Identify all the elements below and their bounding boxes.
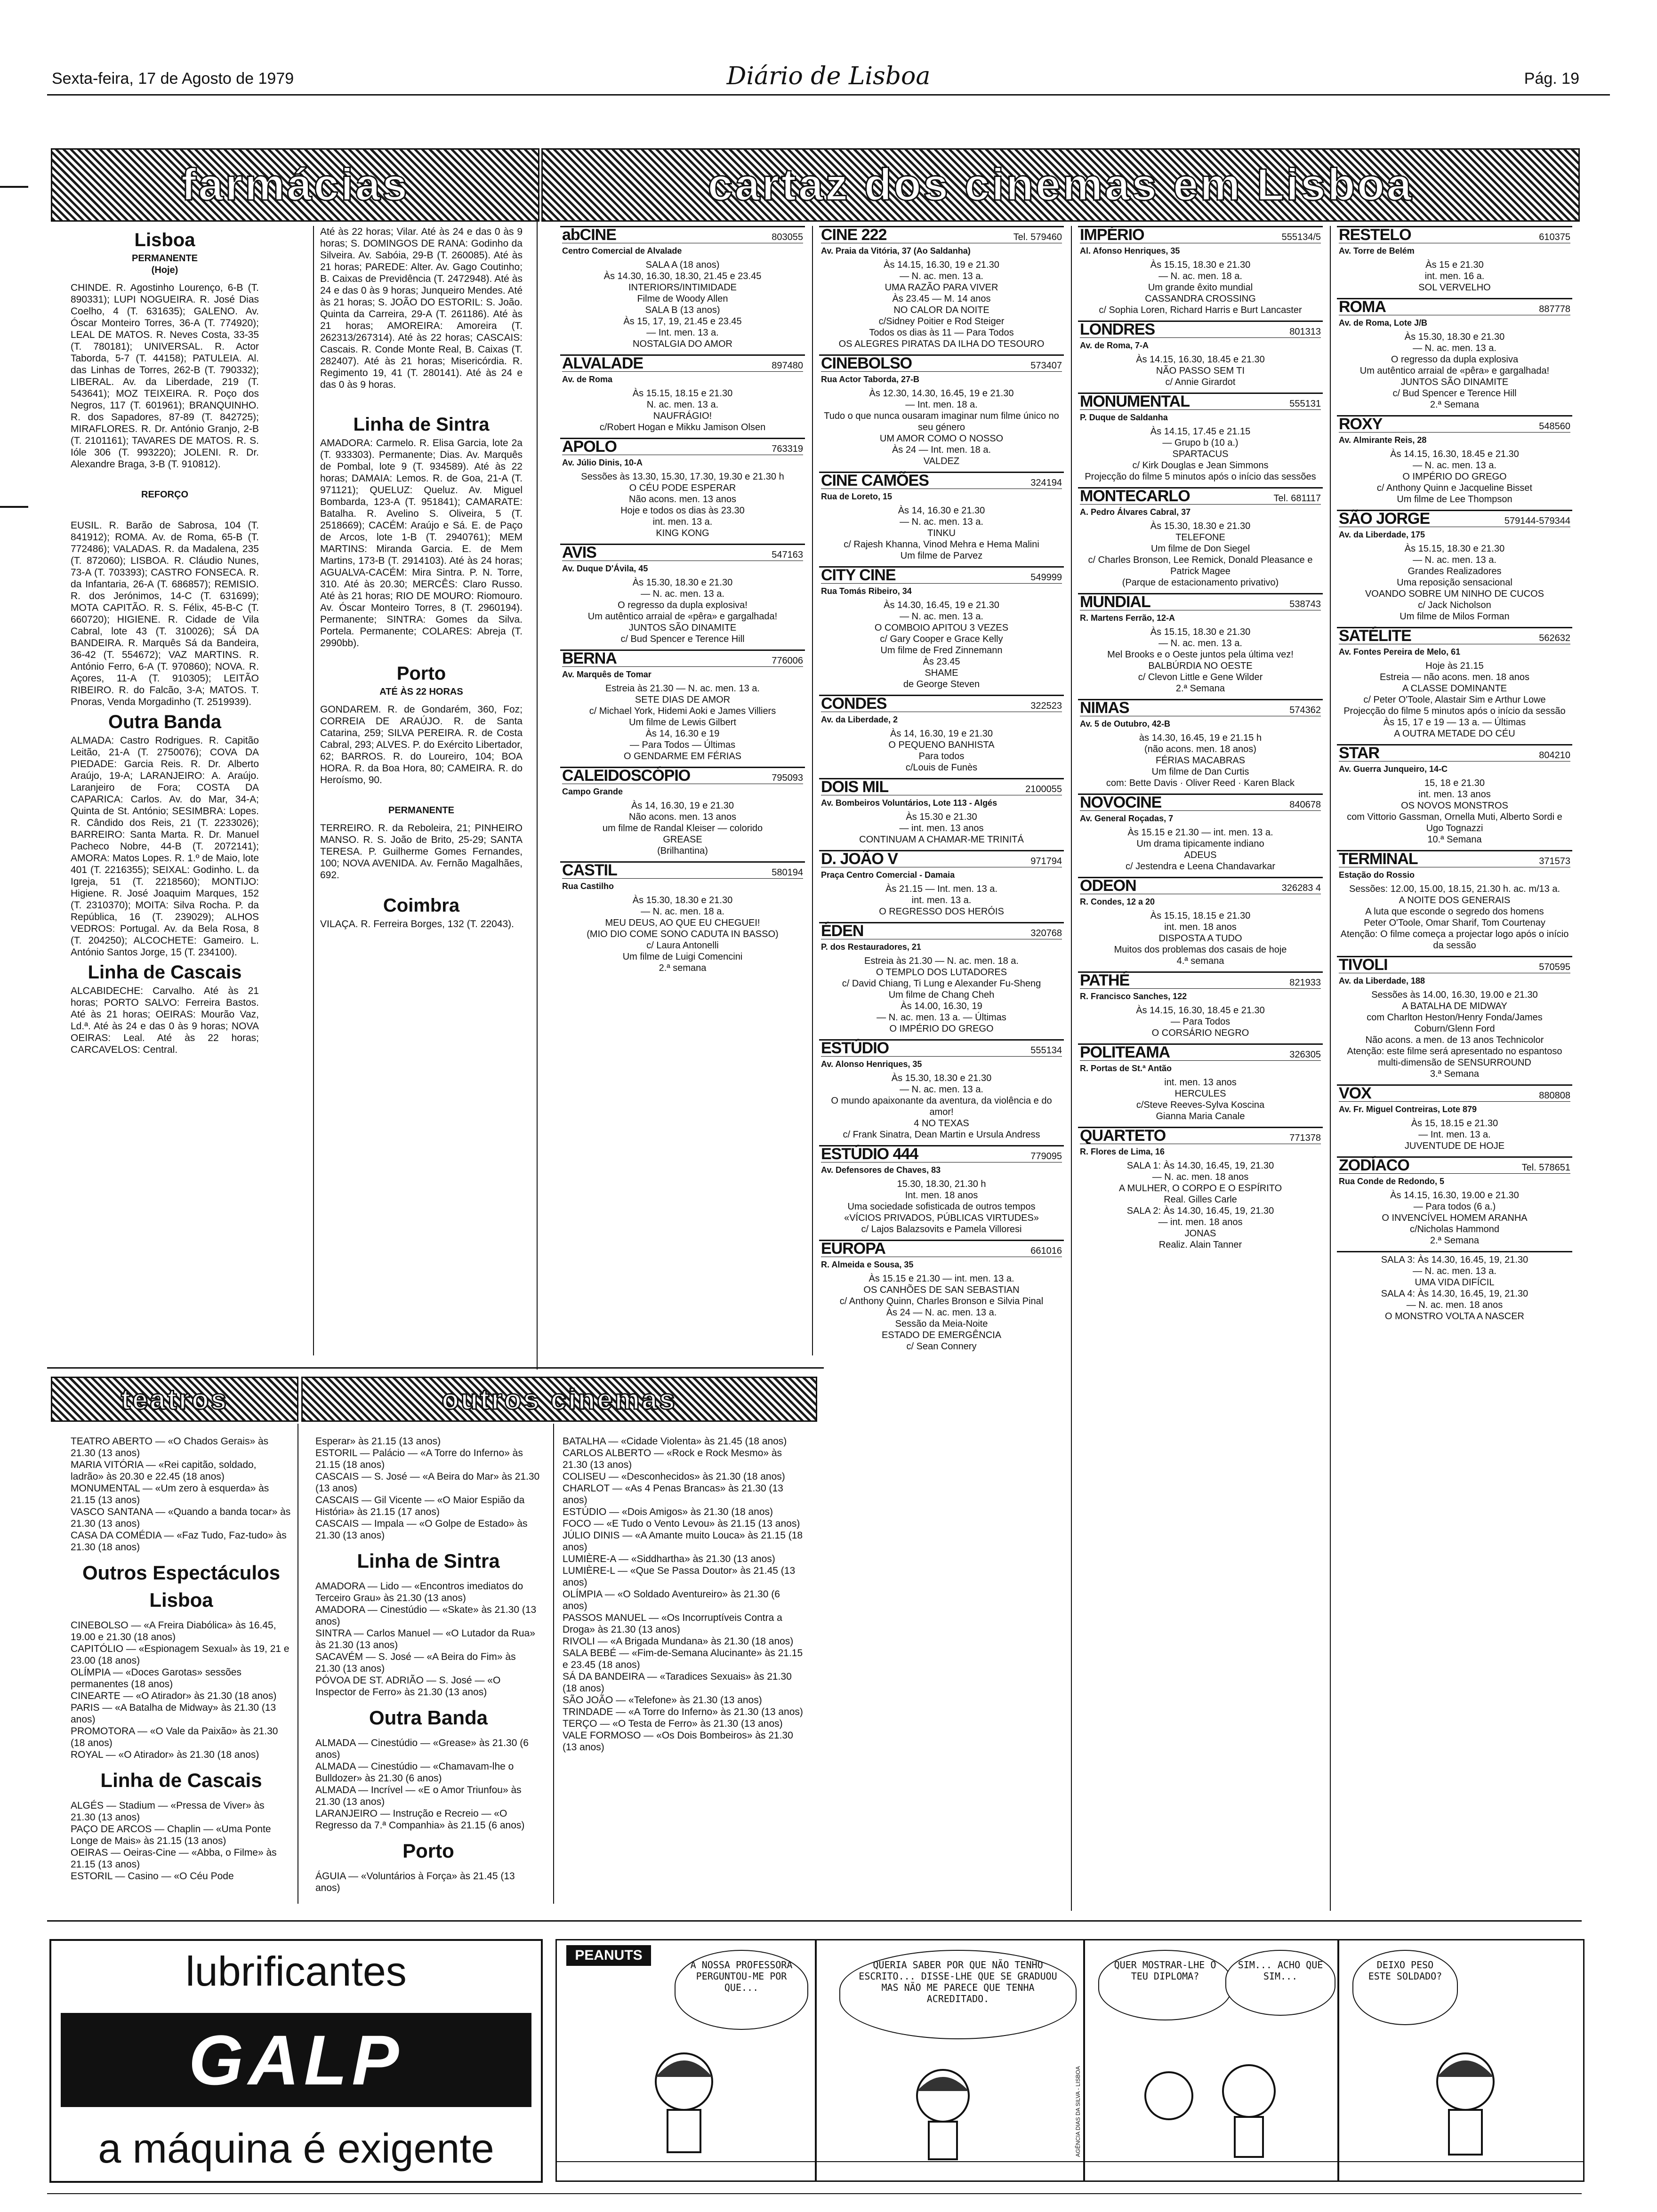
cinema-listing	[1078, 226, 1323, 321]
cinema-address: Av. General Roçadas, 7	[1080, 814, 1174, 823]
cinema-program: Às 14, 16.30, 19 e 21.30 O PEQUENO BANHISTA Para todos c/Louis de Funès	[888, 729, 995, 773]
cinema-program: Às 14.15, 16.30, 18.45 e 21.30 — Para Todos O CORSÁRIO NEGRO	[1136, 1005, 1265, 1038]
page-bottom-rule	[47, 2193, 1582, 2194]
cinema-listing	[819, 778, 1064, 850]
cinema-address: R. Flores de Lima, 16	[1080, 1147, 1165, 1156]
cinema-listing	[1078, 877, 1323, 971]
cinema-listing	[1078, 1127, 1323, 1255]
cinema-listing	[819, 472, 1064, 566]
cinema-listing	[819, 566, 1064, 695]
cinema-phone: 771378	[1289, 1133, 1321, 1143]
outros-espectaculos-heading: Outros Espectáculos	[82, 1562, 281, 1584]
column-divider	[537, 221, 538, 1370]
cinema-name: ESTÚDIO	[821, 1039, 889, 1057]
farmacias-outra-banda-heading: Outra Banda	[108, 712, 222, 732]
column-divider	[313, 226, 314, 1355]
outros-cinemas-column-2	[563, 1424, 807, 1904]
cinema-program: Às 14, 16.30, 19 e 21.30 Não acons. men. 13 anos um filme de Randal Kleiser — colorido GREASE (Brilhantina)	[602, 801, 763, 856]
speech-bubble: QUERIA SABER POR QUE NÃO TENHO ESCRITO... DISSE-LHE QUE SE GRADUOU MAS NÃO ME PARECE QUE TENHA ACREDITADO.	[839, 1950, 1077, 2039]
cinemas-column-3	[1078, 226, 1323, 1920]
cinema-name: NIMAS	[1080, 699, 1129, 717]
cinema-program: Às 14.15, 17.45 e 21.15 — Grupo b (10 a.) SPARTACUS c/ Kirk Douglas e Jean Simmons Projecção do filme 5 minutos após o início das sessões	[1085, 426, 1316, 482]
cinema-address: Av. Bombeiros Voluntários, Lote 113 - Algés	[821, 798, 997, 808]
edge-mark	[0, 506, 28, 508]
cinema-phone: 324194	[1030, 478, 1062, 488]
cinema-phone: 897480	[772, 361, 803, 371]
cinema-phone: 779095	[1030, 1151, 1062, 1162]
cinema-phone: 887778	[1539, 304, 1570, 314]
cinema-address: Av. da Liberdade, 188	[1339, 976, 1425, 986]
cinema-address: Rua Castilho	[562, 882, 614, 891]
cinema-address: Av. Guerra Junqueiro, 14-C	[1339, 764, 1448, 774]
cinema-phone: 549999	[1030, 572, 1062, 583]
cinema-listing	[1337, 510, 1572, 627]
cinema-program: Às 15.30 e 21.30 — int. men. 13 anos CONTINUAM A CHAMAR-ME TRINITÁ	[859, 812, 1024, 845]
cinema-program: Hoje às 21.15 Estreia — não acons. men. 18 anos A CLASSE DOMINANTE c/ Peter O'Toole, Alastair Sim e Arthur Lowe Projecção do filme 5 minutos após o início da sessão Às 15, 17 e 19 — 13 a. — Últimas A OUTRA METADE DO CÉU	[1343, 661, 1566, 739]
cinema-program: int. men. 13 anos HERCULES c/Steve Reeves-Sylva Koscina Gianna Maria Canale	[1136, 1077, 1265, 1122]
cinema-phone: 547163	[772, 550, 803, 560]
cinema-name: CASTIL	[562, 861, 617, 879]
farmacias-porto-permanente-list: TERREIRO. R. da Reboleira, 21; PINHEIRO MANSO. R. S. João de Brito, 25-29; SANTA TERESA. P. Guilherme Gomes Fernandes, 100; NOVA AVENIDA. Av. Fernão Magalhães, 692.	[320, 823, 523, 881]
comic-credit: AGÊNCIA DIAS DA SILVA - LISBOA	[1075, 2066, 1081, 2157]
cinema-name: ZODÍACO	[1339, 1156, 1409, 1174]
farmacias-porto-list: GONDAREM. R. de Gondarém, 360, Foz; CORREIA DE ARAÚJO. R. de Santa Catarina, 259; SILVA PEREIRA. R. de Costa Cabral, 293; ALVES. P. do Exército Libertador, 62; BARROS. R. do Loureiro, 104; BOA HORA. R. da Boa Hora, 80; CAMEIRA. R. do Heroísmo, 90.	[320, 704, 523, 785]
cinema-address: Rua Tomás Ribeiro, 34	[821, 586, 912, 596]
speech-bubble: A NOSSA PROFESSORA PERGUNTOU-ME POR QUE...	[675, 1950, 808, 2030]
cinema-phone: 880808	[1539, 1090, 1570, 1101]
farmacias-coimbra-heading: Coimbra	[383, 895, 460, 916]
characters-figure	[1145, 2065, 1275, 2157]
cinema-listing	[1337, 226, 1572, 298]
cinema-address: Av. Praia da Vitória, 37 (Ao Saldanha)	[821, 246, 971, 256]
cinema-phone: 555134	[1030, 1045, 1062, 1056]
cinema-name: BERNA	[562, 649, 617, 667]
cinema-phone: 555134/5	[1281, 232, 1321, 242]
cinema-phone: 610375	[1539, 232, 1570, 242]
cinema-program: Às 15.30, 18.30 e 21.30 — N. ac. men. 13 a. O regresso da dupla explosiva! Um autêntico arraial de «pêra» e gargalhada! JUNTOS SÃO DINAMITE c/ Bud Spencer e Terence Hill	[587, 577, 778, 644]
edge-mark	[0, 186, 28, 188]
cinema-program: Às 12.30, 14.30, 16.45, 19 e 21.30 — Int. men. 18 a. Tudo o que nunca ousaram imaginar num filme único no seu género UM AMOR COMO O NOSSO Às 24 — Int. men. 18 a. VALDEZ	[824, 388, 1059, 466]
cinema-address: Praça Centro Comercial - Damaia	[821, 870, 955, 880]
cinema-listing	[1078, 971, 1323, 1043]
cinema-program: SALA A (18 anos) Às 14.30, 16.30, 18.30, 21.45 e 23.45 INTERIORS/INTIMIDADE Filme de Woody Allen SALA B (13 anos) Às 15, 17, 19, 21.45 e 23.45 — Int. men. 13 a. NOSTALGIA DO AMOR	[603, 260, 762, 349]
cinema-phone: Tel. 579460	[1013, 232, 1062, 242]
cinema-name: CONDES	[821, 695, 887, 713]
cinema-program: Às 15.30, 18.30 e 21.30 TELEFONE Um filme de Don Siegel c/ Charles Bronson, Lee Remick, Donald Pleasance e Patrick Magee (Parque de estacionamento privativo)	[1088, 521, 1313, 588]
peppermint-patty-figure-2	[1437, 2053, 1494, 2155]
cinema-name: ALVALADE	[562, 354, 643, 372]
bottom-rule	[47, 1920, 1582, 1922]
cinema-address: Av. Alonso Henriques, 35	[821, 1059, 922, 1069]
cinema-program: Às 15 e 21.30 int. men. 16 a. SOL VERVELHO	[1418, 260, 1491, 293]
cinema-program: SALA 3: Às 14.30, 16.45, 19, 21.30 — N. ac. men. 13 a. UMA VIDA DIFÍCIL SALA 4: Às 14.30, 16.45, 19, 21.30 — N. ac. men. 18 anos O MONSTRO VOLTA A NASCER	[1381, 1255, 1528, 1322]
cinema-phone: 801313	[1289, 327, 1321, 337]
galp-advertisement	[49, 1939, 543, 2183]
advert-tagline-top: lubrificantes	[185, 1948, 407, 1995]
outros-espectaculos-list: CINEBOLSO — «A Freira Diabólica» às 16.45, 19.00 e 21.30 (18 anos) CAPITÓLIO — «Espionagem Sexual» às 19, 21 e 23.00 (18 anos) OLÍMPIA — «Doces Garotas» sessões permanentes (18 anos) CINEARTE — «O Atirador» às 21.30 (18 anos) PARIS — «A Batalha de Midway» às 21.30 (13 anos) PROMOTORA — «O Vale da Paixão» às 21.30 (18 anos) ROYAL — «O Atirador» às 21.30 (18 anos)	[71, 1620, 290, 1760]
outros-sintra-heading: Linha de Sintra	[357, 1550, 500, 1572]
farmacias-cascais-continued: Até às 22 horas; Vilar. Até às 24 e das 0 às 9 horas; S. DOMINGOS DE RANA: Godinho da Silveira. Av. Sabóia, 29-B (T. 260085). Até às 21 horas; PAREDE: Alter. Av. Gago Coutinho; B. Caixas de Previdência (T. 2472948). Até às 24 e das 0 às 9 horas; Junqueiro Mendes. Até às 21 horas; S. JOÃO DO ESTORIL: S. João. Quinta da Carreira, 29-A (T. 261186). Até às 21 horas; AMOREIRA: Amoreira (T. 262313/267314). Até às 22 horas; CASCAIS: Cascais. R. Conde Monte Real, B. Caixas (T. 282407). Até às 21 horas; Misericórdia. R. Regimento 19, 41 (T. 280141). Até às 24 e das 0 às 9 horas.	[320, 226, 523, 390]
cinema-program: Às 15.15, 18.30 e 21.30 — N. ac. men. 13 a. Mel Brooks e o Oeste juntos pela última vez! BALBÚRDIA NO OESTE c/ Clevon Little e Gene Wilder 2.ª Semana	[1107, 627, 1294, 694]
cinema-listing	[819, 922, 1064, 1039]
cinema-listing	[560, 226, 805, 354]
cinema-listing	[1337, 415, 1572, 510]
cinema-name: MONUMENTAL	[1080, 393, 1190, 410]
outros-cinemas-banner	[301, 1377, 817, 1422]
cinema-name: CINEBOLSO	[821, 354, 912, 372]
masthead-rule	[47, 94, 1610, 96]
cinema-phone: 776006	[772, 656, 803, 666]
cinema-address: Campo Grande	[562, 787, 623, 796]
outros-cascais-list: ALGÉS — Stadium — «Pressa de Viver» às 21.30 (13 anos) PAÇO DE ARCOS — Chaplin — «Uma Ponte Longe de Mais» às 21.15 (13 anos) OEIRAS — Oeiras-Cine — «Abba, o Filme» às 21.15 (13 anos) ESTORIL — Casino — «O Céu Pode	[71, 1800, 277, 1882]
cinemas-column-4	[1337, 226, 1572, 1920]
cinema-name: ODEON	[1080, 877, 1136, 895]
cinema-listing	[1337, 850, 1572, 956]
farmacias-sintra-heading: Linha de Sintra	[353, 414, 490, 435]
teatros-list: TEATRO ABERTO — «O Chados Gerais» às 21.30 (13 anos) MARIA VITÓRIA — «Rei capitão, soldado, ladrão» às 20.30 e 22.45 (18 anos) MONUMENTAL — «Um zero à esquerda» às 21.15 (13 anos) VASCO SANTANA — «Quando a banda tocar» às 21.30 (13 anos) CASA DA COMÉDIA — «Faz Tudo, Faz-tudo» às 21.30 (18 anos)	[71, 1436, 291, 1553]
cinema-name: AVIS	[562, 544, 596, 561]
cinema-phone: 570595	[1539, 962, 1570, 972]
cinema-program: Às 21.15 — Int. men. 13 a. int. men. 13 a. O REGRESSO DOS HERÓIS	[879, 884, 1004, 917]
cinema-name: LONDRES	[1080, 321, 1155, 338]
farmacias-column-2	[320, 226, 523, 1355]
galp-logo	[61, 2013, 531, 2107]
cinema-listing	[560, 354, 805, 438]
marcie-figure	[917, 2070, 969, 2159]
cinema-program: Às 15.15, 18.30 e 21.30 — N. ac. men. 18 a. Um grande êxito mundial CASSANDRA CROSSING c/ Sophia Loren, Richard Harris e Burt Lancaster	[1099, 260, 1302, 315]
cinema-address: Av. de Roma, 7-A	[1080, 341, 1149, 350]
cinema-program: SALA 1: Às 14.30, 16.45, 19, 21.30 — N. ac. men. 18 anos A MULHER, O CORPO E O ESPÍRITO Real. Gilles Carle SALA 2: Às 14.30, 16.45, 19, 21.30 — int. men. 18 anos JONAS Realiz. Alain Tanner	[1118, 1161, 1282, 1250]
outros-sintra-list: AMADORA — Lido — «Encontros imediatos do Terceiro Grau» às 21.30 (13 anos) AMADORA — Cinestúdio — «Skate» às 21.30 (13 anos) SINTRA — Carlos Manuel — «O Lutador da Rua» às 21.30 (13 anos) SACAVÉM — S. José — «A Beira do Fim» às 21.30 (13 anos) PÓVOA DE ST. ADRIÃO — S. José — «O Inspector de Ferro» às 21.30 (13 anos)	[315, 1581, 537, 1698]
masthead-title: Diário de Lisboa	[726, 62, 931, 90]
cinema-name: VOX	[1339, 1084, 1371, 1102]
teatros-banner-title: teatros	[121, 1383, 229, 1415]
cinema-program: às 14.30, 16.45, 19 e 21.15 h (não acons. men. 18 anos) FÉRIAS MACABRAS Um filme de Dan Curtis com: Bette Davis · Oliver Reed · Karen Black	[1106, 733, 1295, 788]
cinema-address: Av. de Roma	[562, 375, 613, 384]
cinema-phone: 562632	[1539, 633, 1570, 643]
cinema-program: Às 14.15, 16.30, 19 e 21.30 — N. ac. men. 13 a. UMA RAZÃO PARA VIVER Às 23.45 — M. 14 anos NO CALOR DA NOITE c/Sidney Poitier e Rod Steiger Todos os dias às 11 — Para Todos OS ALEGRES PIRATAS DA ILHA DO TESOURO	[838, 260, 1045, 349]
cinema-name: CALEIDOSCÓPIO	[562, 767, 691, 785]
farmacias-sintra-list: AMADORA: Carmelo. R. Elisa Garcia, lote 2a (T. 933303). Permanente; Dias. Av. Marquês de Pombal, lote 9 (T. 934589). Até às 22 horas; DAMAIA: Lemos. R. de Goa, 21-A (T. 971121); QUELUZ: Queluz. Av. Miguel Bombarda, 123-A (T. 951841); CAMARATE: Batalha. R. Avelino S. Oliveira, 5 (T. 2518669); CACÉM: Araújo e Sá. E. de Paço de Arcos, lote 1-B (T. 2940761); MEM MARTINS: Miranda Garcia. E. de Mem Martins, 173-B (T. 2914103). Até às 24 horas; AGUALVA-CACÉM: Mira Sintra. P. N. Torre, 310. Até às 20.30; MERCÊS: Claro Russo. Até às 21 horas; RIO DE MOURO: Riomouro. Av. Óscar Monteiro Torres, 8 (T. 2960194). Permanente; SINTRA: Gomes da Silva. Portela. Permanente; COLARES: Abreja (T. 2990bb).	[320, 438, 523, 649]
outros-espectaculos-lisboa-heading: Lisboa	[149, 1589, 213, 1611]
cinemas-banner	[541, 148, 1580, 222]
outros-cascais-heading: Linha de Cascais	[100, 1769, 262, 1791]
cinema-phone: 795093	[772, 773, 803, 783]
cinema-address: R. Almeida e Sousa, 35	[821, 1260, 914, 1269]
cinema-program: Às 15.30, 18.30 e 21.30 — N. ac. men. 13 a. O mundo apaixonante da aventura, da violência e do amor! 4 NO TEXAS c/ Frank Sinatra, Dean Martin e Ursula Andress	[831, 1073, 1052, 1140]
cinema-listing	[819, 1240, 1064, 1357]
cinema-phone: 573407	[1030, 361, 1062, 371]
cinema-listing	[1337, 298, 1572, 415]
cinema-name: PATHÉ	[1080, 971, 1130, 989]
cinema-listing	[819, 354, 1064, 472]
teatros-column	[71, 1424, 292, 1904]
cinema-listing	[1078, 593, 1323, 699]
cinema-program: Às 14.15, 16.30, 18.45 e 21.30 NÃO PASSO SEM TI c/ Annie Girardot	[1136, 354, 1265, 387]
cinema-address: A. Pedro Álvares Cabral, 37	[1080, 507, 1191, 517]
outros-porto-cinemas-list: BATALHA — «Cidade Violenta» às 21.45 (18 anos) CARLOS ALBERTO — «Rock e Rock Mesmo» às 21.30 (13 anos) COLISEU — «Desconhecidos» às 21.30 (18 anos) CHARLOT — «As 4 Penas Brancas» às 21.30 (13 anos) ESTÚDIO — «Dois Amigos» às 21.30 (18 anos) FOCO — «E Tudo o Vento Levou» às 21.15 (13 anos) JÚLIO DINIS — «A Amante muito Louca» às 21.15 (18 anos) LUMIÈRE-A — «Siddhartha» às 21.30 (13 anos) LUMIÈRE-L — «Que Se Passa Doutor» às 21.45 (13 anos) OLÍMPIA — «O Soldado Aventureiro» às 21.30 (6 anos) PASSOS MANUEL — «Os Incorruptíveis Contra a Droga» às 21.30 (13 anos) RIVOLI — «A Brigada Mundana» às 21.30 (18 anos) SALA BEBÉ — «Fim-de-Semana Alucinante» às 21.15 e 23.45 (18 anos) SÁ DA BANDEIRA — «Taradices Sexuais» às 21.30 (18 anos) SÃO JOÃO — «Telefone» às 21.30 (13 anos) TRINDADE — «A Torre do Inferno» às 21.30 (13 anos) TERÇO — «O Testa de Ferro» às 21.30 (13 anos) VALE FORMOSO — «Os Dois Bombeiros» às 21.30 (13 anos)	[563, 1436, 803, 1753]
galp-logo-text: GALP	[188, 2020, 404, 2100]
cinema-name: ÉDEN	[821, 922, 864, 940]
cinema-name: D. JOÃO V	[821, 850, 898, 868]
farmacias-banner-title: farmácias	[181, 160, 410, 210]
cinema-program: Às 14.30, 16.45, 19 e 21.30 — N. ac. men. 13 a. O COMBOIO APITOU 3 VEZES c/ Gary Cooper e Grace Kelly Um filme de Fred Zinnemann Às 23.45 SHAME de George Steven	[874, 600, 1009, 689]
cinema-name: TIVOLI	[1339, 956, 1388, 974]
cinema-phone: 548560	[1539, 421, 1570, 432]
cinema-listing	[1337, 1156, 1572, 1251]
cinema-program: Às 14.15, 16.30, 18.45 e 21.30 — N. ac. men. 13 a. O IMPÉRIO DO GREGO c/ Anthony Quinn e Jacqueline Bisset Um filme de Lee Thompson	[1376, 449, 1533, 505]
outros-cinemas-banner-title: outros cinemas	[442, 1383, 677, 1415]
cinema-address: Rua de Loreto, 15	[821, 492, 893, 501]
cinema-name: APOLO	[562, 438, 617, 456]
cinema-name: ESTÚDIO 444	[821, 1145, 918, 1163]
cinema-listing	[560, 861, 805, 978]
cinema-address: Av. 5 de Outubro, 42-B	[1080, 719, 1171, 729]
cinema-phone: 555131	[1289, 399, 1321, 409]
cinema-address: R. Condes, 12 a 20	[1080, 897, 1155, 906]
advert-tagline-bottom: a máquina é exigente	[98, 2125, 494, 2172]
farmacias-reforco-list: EUSIL. R. Barão de Sabrosa, 104 (T. 841912); ROMA. Av. de Roma, 65-B (T. 772486); VALADAS. R. da Madalena, 235 (T. 872060); LISBOA. R. Cláudio Nunes, 73-A (T. 703393); CASTRO FONSECA. R. da Infantaria, 26-A (T. 686857); REMISIO. R. dos Jerónimos, 14-C (T. 631699); MOTA CAPITÃO. R. S. Félix, 45-B-C (T. 660720); HIGIENE. R. Cidade de Vila Cabral, lote 43 (T. 310026); SÁ DA BANDEIRA. R. Marquês Sá da Bandeira, 36-42 (T. 554672); VAZ MARTINS. R. António Ferro, 6-A (T. 970860); NOVA. R. Açores, 11-A (T. 910305); LEITÃO RIBEIRO. R. do Falcão, 3-A; MATOS. T. Pnoras, Venda Morgadinho (T. 2519939).	[71, 520, 259, 707]
outros-banda-heading: Outra Banda	[369, 1707, 488, 1729]
cinema-listing	[560, 767, 805, 861]
cinema-address: Centro Comercial de Alvalade	[562, 246, 682, 256]
cinema-listing	[1337, 744, 1572, 850]
cinema-name: CITY CINE	[821, 566, 896, 584]
farmacias-permanente-label: PERMANENTE (Hoje)	[131, 253, 198, 275]
cinema-program: Às 14, 16.30 e 21.30 — N. ac. men. 13 a. TINKU c/ Rajesh Khanna, Vinod Mehra e Hema Malini Um filme de Parvez	[844, 505, 1039, 561]
cinema-program: Às 15.15 e 21.30 — int. men. 13 a. OS CANHÕES DE SAN SEBASTIAN c/ Anthony Quinn, Charles Bronson e Silvia Pinal Às 24 — N. ac. men. 13 a. Sessão da Meia-Noite ESTADO DE EMERGÊNCIA c/ Sean Connery	[839, 1274, 1044, 1352]
cinema-name: TERMINAL	[1339, 850, 1418, 868]
cinema-program: Sessões às 13.30, 15.30, 17.30, 19.30 e 21.30 h O CÉU PODE ESPERAR Não acons. men. 13 anos Hoje e todos os dias às 23.30 int. men. 13 a. KING KONG	[581, 472, 784, 538]
cinema-address: Av. Defensores de Chaves, 83	[821, 1165, 941, 1175]
cinema-phone: 574362	[1289, 705, 1321, 715]
cinema-name: SATÉLITE	[1339, 627, 1411, 645]
cinema-phone: 803055	[772, 232, 803, 242]
cinema-listing	[1078, 393, 1323, 487]
cinema-phone: 320768	[1030, 928, 1062, 938]
cinema-phone: 840678	[1289, 800, 1321, 810]
cinema-name: ROXY	[1339, 415, 1383, 433]
speech-bubble: SIM... ACHO QUE SIM...	[1225, 1950, 1335, 2016]
cinema-phone: 538743	[1289, 599, 1321, 609]
farmacias-cascais-list: ALCABIDECHE: Carvalho. Até às 21 horas; PORTO SALVO: Ferreira Bastos. Até às 21 horas; OEIRAS: Mourão Vaz, Ld.ª. Até às 24 e das 0 às 9 horas; NOVA OEIRAS: Leal. Até às 22 horas; CARCAVELOS: Central.	[71, 986, 259, 1055]
outros-cinemas-list: Esperar» às 21.15 (13 anos) ESTORIL — Palácio — «A Torre do Inferno» às 21.15 (18 anos) CASCAIS — S. José — «A Beira do Mar» às 21.30 (13 anos) CASCAIS — Gil Vicente — «O Maior Espião da História» às 21.15 (17 anos) CASCAIS — Impala — «O Golpe de Estado» às 21.30 (13 anos)	[315, 1436, 540, 1541]
cinema-program: Às 15.15, 18.15 e 21.30 N. ac. men. 13 a. NAUFRÁGIO! c/Robert Hogan e Mikku Jamison Olsen	[599, 388, 766, 433]
cinema-name: QUARTETO	[1080, 1127, 1166, 1145]
cinema-address: Av. de Roma, Lote J/B	[1339, 318, 1428, 328]
peanuts-comic-strip	[555, 1939, 1585, 2182]
cinema-address: Av. Fontes Pereira de Melo, 61	[1339, 647, 1461, 657]
cinema-listing	[819, 226, 1064, 354]
cinema-address: Al. Afonso Henriques, 35	[1080, 246, 1180, 256]
cinema-listing	[1337, 1084, 1572, 1156]
cinema-listing	[819, 1145, 1064, 1240]
teatros-banner	[51, 1377, 298, 1422]
column-divider	[1330, 226, 1331, 1911]
cinema-address: Av. Duque D'Ávila, 45	[562, 564, 648, 573]
cinema-phone: 326283 4	[1281, 883, 1321, 893]
cinema-name: MUNDIAL	[1080, 593, 1150, 611]
cinema-name: SÃO JORGE	[1339, 510, 1430, 528]
cinema-listing	[819, 850, 1064, 922]
cinema-program: Estreia às 21.30 — N. ac. men. 13 a. SETE DIAS DE AMOR c/ Michael York, Hidemi Aoki e James Villiers Um filme de Lewis Gilbert Às 14, 16.30 e 19 — Para Todos — Últimas O GENDARME EM FÉRIAS	[589, 683, 776, 761]
cinema-program: Sessões às 14.00, 16.30, 19.00 e 21.30 A BATALHA DE MIDWAY com Charlton Heston/Henry Fonda/James Coburn/Glenn Ford Não acons. a men. de 13 anos Technicolor Atenção: este filme será apresentado no espantoso multi-dimensão de SENSURROUND 3.ª Semana	[1347, 990, 1562, 1079]
farmacias-porto-heading: Porto	[396, 663, 446, 684]
cinema-listing	[819, 695, 1064, 778]
cinema-phone: Tel. 578651	[1521, 1162, 1570, 1173]
farmacias-cascais-heading: Linha de Cascais	[88, 962, 242, 983]
cinema-program: Às 15.15 e 21.30 — int. men. 13 a. Um drama tipicamente indiano ADEUS c/ Jestendra e Leena Chandavarkar	[1126, 827, 1275, 872]
cinema-program: 15.30, 18.30, 21.30 h Int. men. 18 anos Uma sociedade sofisticada de outros tempos «VÍCIOS PRIVADOS, PÚBLICAS VIRTUDES» c/ Lajos Balazsovits e Pamela Villoresi	[844, 1179, 1039, 1234]
cinema-phone: 580194	[772, 867, 803, 878]
cinema-address: R. Martens Ferrão, 12-A	[1080, 613, 1175, 623]
cinema-address: Av. Marquês de Tomar	[562, 670, 652, 679]
cinema-address: Av. da Liberdade, 2	[821, 715, 898, 724]
cinema-address: P. dos Restauradores, 21	[821, 942, 921, 952]
cinema-listing	[1337, 1251, 1572, 1327]
outros-porto-heading: Porto	[402, 1840, 454, 1862]
cinema-listing	[560, 438, 805, 544]
cinema-name: abCINE	[562, 226, 616, 244]
cinema-program: Às 15, 18.15 e 21.30 — Int. men. 13 a. JUVENTUDE DE HOJE	[1404, 1118, 1505, 1151]
cinema-program: Às 15.15, 18.15 e 21.30 int. men. 18 anos DISPOSTA A TUDO Muitos dos problemas dos casais de hoje 4.ª semana	[1114, 911, 1287, 966]
masthead-date: Sexta-feira, 17 de Agosto de 1979	[52, 70, 294, 88]
cinema-listing	[1078, 699, 1323, 793]
outros-banda-list: ALMADA — Cinestúdio — «Grease» às 21.30 (6 anos) ALMADA — Cinestúdio — «Chamavam-lhe o Bulldozer» às 21.30 (6 anos) ALMADA — Incrível — «E o Amor Triunfou» às 21.30 (13 anos) LARANJEIRO — Instrução e Recreio — «O Regresso da 7.ª Companhia» às 21.15 (6 anos)	[315, 1738, 529, 1831]
cinema-address: Av. Almirante Reis, 28	[1339, 435, 1427, 445]
farmacias-outra-banda-list: ALMADA: Castro Rodrigues. R. Capitão Leitão, 21-A (T. 2750076); COVA DA PIEDADE: Garcia Reis. R. Dr. Alberto Araújo, 19-A; LARANJEIRO: A. Araújo. Laranjeiro de Fora; COSTA DA CAPARICA: Carlos. Av. do Mar, 34-A; Quinta de St. António; SESIMBRA: Lopes. R. Cândido dos Reis, 21 (T. 2233026); BARREIRO: Santa Marta. R. Dr. Manuel Pacheco Nobre, 44-B (T. 2072141); AMORA: Matos Lopes. R. 1.º de Maio, lote 401 (T. 2216355); SEIXAL: Godinho. L. da Igreja, 51 (T. 2218560); MONTIJO: Higiene. R. José Joaquim Marques, 152 (T. 2310370); MOITA: Silva Rocha. P. da República, 16 (T. 239029); ALHOS VEDROS: Portugal. Av. da Bela Rosa, 8 (T. 204250); ALCOCHETE: Gameiro. L. António Santos Jorge, 15 (T. 234100).	[71, 735, 259, 958]
cinema-address: Av. Torre de Belém	[1339, 246, 1415, 256]
cinema-address: R. Francisco Sanches, 122	[1080, 992, 1187, 1001]
cinema-phone: 2100055	[1025, 784, 1062, 794]
cinema-listing	[1078, 321, 1323, 393]
farmacias-porto-label: ATÉ ÀS 22 HORAS	[379, 687, 463, 697]
cinema-phone: 322523	[1030, 701, 1062, 711]
outros-cinemas-column-1	[315, 1424, 541, 1904]
farmacias-lisboa-heading: Lisboa	[134, 230, 195, 250]
farmacias-porto-permanente-label: PERMANENTE	[388, 805, 454, 816]
cinema-phone: 763319	[772, 444, 803, 454]
masthead-page-number: Pág. 19	[1524, 70, 1579, 88]
cinema-program: Às 15.30, 18.30 e 21.30 — N. ac. men. 13 a. O regresso da dupla explosiva Um autêntico arraial de «pêra» e gargalhada! JUNTOS SÃO DINAMITE c/ Bud Spencer e Terence Hill 2.ª Semana	[1359, 332, 1550, 410]
cinema-program: 15, 18 e 21.30 int. men. 13 anos OS NOVOS MONSTROS com Vittorio Gassman, Ornella Muti, Alberto Sordi e Ugo Tognazzi 10.ª Semana	[1347, 778, 1562, 845]
cinema-phone: 579144-579344	[1504, 516, 1570, 526]
cinemas-banner-title: cartaz dos cinemas em Lisboa	[708, 160, 1414, 210]
cinema-listing	[1337, 956, 1572, 1084]
cinema-phone: 371573	[1539, 856, 1570, 866]
farmacias-coimbra-list: VILAÇA. R. Ferreira Borges, 132 (T. 22043).	[320, 919, 515, 930]
cinema-name: EUROPA	[821, 1240, 885, 1258]
speech-bubble: DEIXO PESO ESTE SOLDADO?	[1352, 1950, 1458, 2025]
cinema-address: Estação do Rossio	[1339, 870, 1415, 880]
cinema-phone: Tel. 681117	[1273, 493, 1321, 504]
cinema-name: DOIS MIL	[821, 778, 889, 796]
cinema-listing	[560, 544, 805, 649]
section-rule	[47, 1367, 824, 1369]
speech-bubble: QUER MOSTRAR-LHE O TEU DIPLOMA?	[1098, 1950, 1232, 2020]
cinema-name: MONTECARLO	[1080, 487, 1190, 505]
cinema-phone: 821933	[1289, 978, 1321, 988]
cinema-name: ROMA	[1339, 298, 1386, 316]
cinema-address: Av. da Liberdade, 175	[1339, 530, 1425, 539]
farmacias-permanente-list: CHINDE. R. Agostinho Lourenço, 6-B (T. 890331); LUPI NOGUEIRA. R. José Dias Coelho, 4 (T. 631635); GALENO. Av. Óscar Monteiro Torres, 36-A (T. 774920); LEAL DE MATOS. R. Neves Costa, 33-35 (T. 780181); UNIVERSAL. R. Actor Taborda, 5-7 (T. 44158); PATULEIA. Al. das Linhas de Torres, 262-B (T. 790332); LIBERAL. Av. da Liberdade, 219 (T. 543641); MOZ TEIXEIRA. R. Poço dos Negros, 117 (T. 601961); BRANQUINHO. R. dos Sapadores, 87-89 (T. 842725); MIRAFLORES. R. Dr. António Granjo, 2-B (T. 2101161); TAVARES DE MATOS. R. S. Ióle 306 (T. 993220); JOLENI. R. Dr. Alexandre Braga, 3-B (T. 910812).	[71, 282, 259, 470]
cinema-address: R. Portas de St.ª Antão	[1080, 1064, 1172, 1073]
farmacias-column-1	[71, 226, 259, 1355]
cinema-phone: 326305	[1289, 1050, 1321, 1060]
cinema-name: CINE 222	[821, 226, 887, 244]
column-divider	[1071, 226, 1072, 1911]
cinema-listing	[1078, 1043, 1323, 1127]
cinema-phone: 971794	[1030, 856, 1062, 866]
cinema-program: Às 14.15, 16.30, 19.00 e 21.30 — Para todos (6 a.) O INVENCÍVEL HOMEM ARANHA c/Nicholas Hammond 2.ª Semana	[1382, 1190, 1528, 1246]
cinema-program: Estreia às 21.30 — N. ac. men. 18 a. O TEMPLO DOS LUTADORES c/ David Chiang, Ti Lung e Alexander Fu-Sheng Um filme de Chang Cheh Às 14.00, 16.30, 19 — N. ac. men. 13 a. — Últimas O IMPÉRIO DO GREGO	[842, 956, 1041, 1034]
cinema-name: IMPÉRIO	[1080, 226, 1144, 244]
cinema-program: Sessões: 12.00, 15.00, 18.15, 21.30 h. ac. m/13 a. A NOITE DOS GENERAIS A luta que esconde o segredo dos homens Peter O'Toole, Omar Sharif, Tom Courtenay Atenção: O filme começa a projectar logo após o início da sessão	[1340, 884, 1569, 951]
cinema-listing	[560, 649, 805, 767]
cinemas-column-2	[819, 226, 1064, 1920]
cinema-program: Às 15.15, 18.30 e 21.30 — N. ac. men. 13 a. Grandes Realizadores Uma reposição sensacional VOANDO SOBRE UM NINHO DE CUCOS c/ Jack Nicholson Um filme de Milos Forman	[1365, 544, 1544, 622]
outros-porto-list: ÁGUIA — «Voluntários à Força» às 21.45 (13 anos)	[315, 1871, 515, 1893]
cinema-address: Av. Júlio Dinis, 10-A	[562, 458, 643, 467]
farmacias-banner	[51, 148, 539, 222]
cinema-name: CINE CAMÕES	[821, 472, 929, 489]
cinema-name: NOVOCINE	[1080, 793, 1162, 811]
cinema-name: STAR	[1339, 744, 1380, 762]
cinema-program: Às 15.30, 18.30 e 21.30 — N. ac. men. 18 a. MEU DEUS, AO QUE EU CHEGUEI! (MIO DIO COME SONO CADUTA IN BASSO) c/ Laura Antonelli Um filme de Luigi Comencini 2.ª semana	[587, 895, 779, 973]
peppermint-patty-figure	[656, 2053, 712, 2152]
cinema-address: Rua Conde de Redondo, 5	[1339, 1177, 1445, 1186]
cinema-phone: 804210	[1539, 750, 1570, 761]
cinema-listing	[1078, 793, 1323, 877]
cinema-name: RESTELO	[1339, 226, 1411, 244]
cinema-listing	[819, 1039, 1064, 1145]
cinema-address: P. Duque de Saldanha	[1080, 413, 1168, 422]
cinema-listing	[1337, 627, 1572, 744]
cinema-address: Av. Fr. Miguel Contreiras, Lote 879	[1339, 1105, 1477, 1114]
cinema-address: Rua Actor Taborda, 27-B	[821, 375, 920, 384]
comic-title: PEANUTS	[566, 1945, 651, 1966]
cinema-name: POLITEAMA	[1080, 1043, 1170, 1061]
cinema-phone: 661016	[1030, 1246, 1062, 1256]
cinema-listing	[1078, 487, 1323, 593]
farmacias-reforco-label: REFORÇO	[141, 489, 188, 500]
column-divider	[553, 1424, 554, 1904]
column-divider	[812, 226, 813, 1355]
